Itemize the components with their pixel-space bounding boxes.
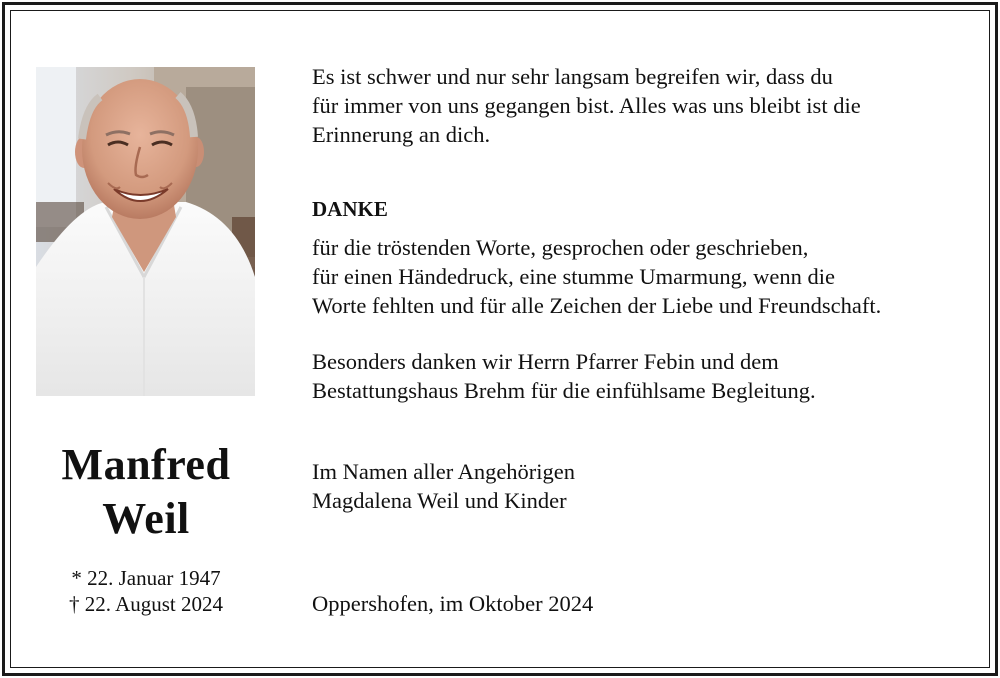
- signature-block: [312, 457, 575, 515]
- opening-line: Es ist schwer und nur sehr langsam begreifen wir, dass du: [312, 64, 833, 89]
- danke-line: Worte fehlten und für alle Zeichen der Liebe und Freundschaft.: [312, 293, 882, 318]
- special-thanks-line: Besonders danken wir Herrn Pfarrer Febin und dem: [312, 349, 779, 374]
- opening-line: Erinnerung an dich.: [312, 122, 491, 147]
- birth-date: * 22. Januar 1947: [71, 566, 221, 590]
- opening-line: für immer von uns gegangen bist. Alles was uns bleibt ist die: [312, 93, 861, 118]
- first-name: Manfred: [61, 440, 231, 489]
- death-date: † 22. August 2024: [68, 592, 223, 616]
- danke-line: für die tröstenden Worte, gesprochen oder geschrieben,: [312, 235, 809, 260]
- portrait-photo: [36, 67, 255, 396]
- opening-paragraph: [312, 62, 861, 149]
- last-name: Weil: [102, 494, 190, 543]
- deceased-name: [30, 438, 262, 546]
- special-thanks-line: Bestattungshaus Brehm für die einfühlsame Begleitung.: [312, 378, 816, 403]
- signature-line: Im Namen aller Angehörigen: [312, 459, 576, 484]
- special-thanks-paragraph: [312, 347, 816, 405]
- place-date: Oppershofen, im Oktober 2024: [312, 591, 594, 616]
- danke-heading: DANKE: [312, 197, 388, 221]
- signature-line: Magdalena Weil und Kinder: [312, 488, 567, 513]
- danke-line: für einen Händedruck, eine stumme Umarmung, wenn die: [312, 264, 835, 289]
- life-dates: [30, 565, 262, 617]
- portrait-image: [36, 67, 255, 396]
- danke-paragraph: [312, 233, 881, 320]
